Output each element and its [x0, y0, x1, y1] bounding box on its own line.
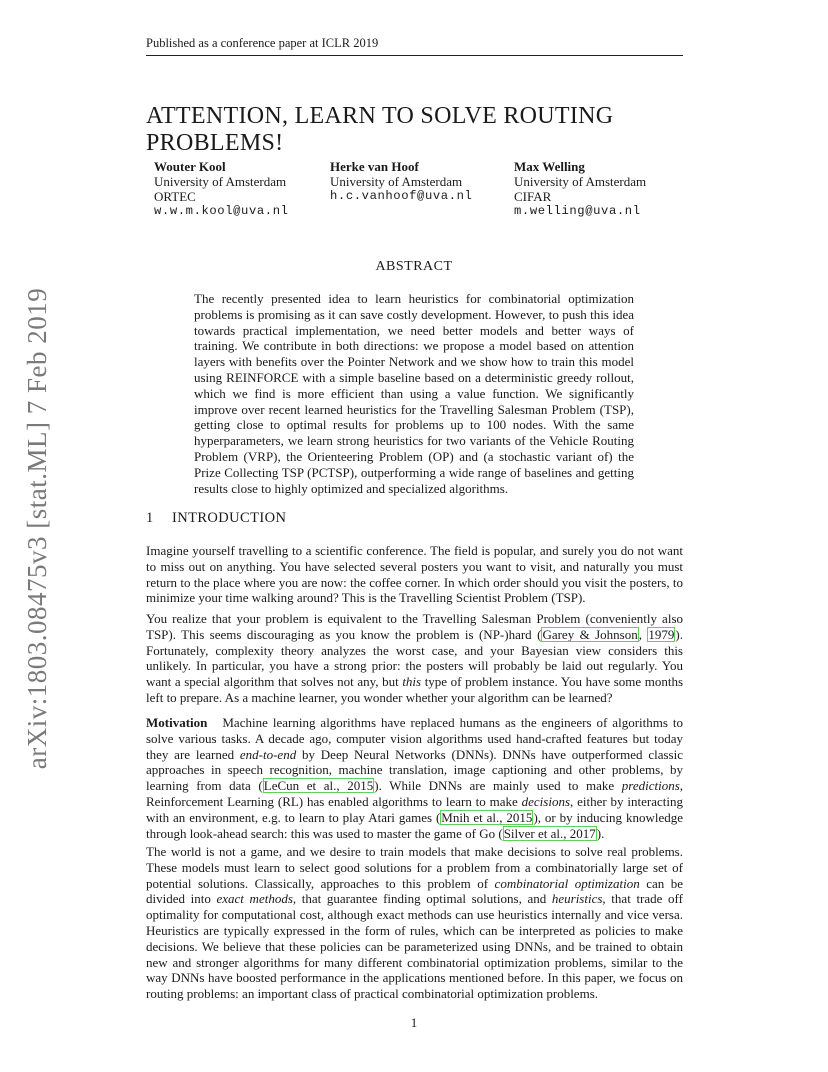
abstract-body: The recently presented idea to learn heuristics for combinatorial optimization problems is promising as it can save costly development. However, to push this idea towards practical implementation, we need better models and better ways of training. We contribute in both directions: we propose a model based on attention layers with benefits over the Pointer Network and we show how to train this model using REINFORCE with a simple baseline based on a deterministic greedy rollout, which we find is more efficient than using a value function. We significantly improve over recent learned heuristics for the Travelling Salesman Problem (TSP), getting close to optimal results for problems up to 100 nodes. With the same hyperparameters, we learn strong heuristics for two variants of the Vehicle Routing Problem (VRP), the Orienteering Problem (OP) and (a stochastic variant of) the Prize Collecting TSP (PCTSP), outperforming a wide range of baselines and getting results close to highly optimized and specialized algorithms. [194, 291, 634, 496]
paragraph-3 [146, 715, 683, 841]
citation-link[interactable]: LeCun et al., 2015 [263, 778, 374, 794]
running-header: Published as a conference paper at ICLR 2019 [146, 36, 683, 56]
page-number: 1 [410, 1015, 418, 1030]
text-run: ). While DNNs are mainly used to make [374, 778, 622, 794]
author-name: Wouter Kool [154, 159, 226, 174]
text-run: ). [596, 825, 605, 841]
emphasis: combinatorial optimization [494, 875, 640, 891]
arxiv-identifier [18, 288, 58, 768]
author-block-1 [154, 159, 289, 219]
text-run: Machine learning algorithms have replaced humans as the engineers of algorithms to solve various tasks. A decade ago, computer vision algorithms used hand-crafted features but today they are learned [146, 715, 684, 762]
abstract-heading: ABSTRACT [375, 259, 453, 274]
text-run: , that trade off optimality for computational cost, although exact methods can use heuristics internally and vice versa. Heuristics are typically expressed in the form of rules, which can be interpreted as policies to make decisions. We believe that these policies can be parameterized using DNNs, and be trained to obtain new and stronger algorithms for many different combinatorial optimization problems, similar to the way DNNs have boosted performance in the applications mentioned before. In this paper, we focus on routing problems: an important class of practical combinatorial optimization problems. [146, 891, 683, 1002]
emphasis: decisions [521, 793, 571, 809]
run-in-heading: Motivation [146, 715, 208, 730]
text-run: The world is not a game, and we desire to train models that make decisions to solve real problems. These models must learn to select good solutions for a problem from a combinatorially large set of potential solutions. Classically, approaches to this problem of [146, 844, 683, 891]
author-block-2 [330, 159, 472, 204]
author-email[interactable]: m.welling@uva.nl [514, 204, 641, 218]
emphasis: predictions [621, 778, 680, 794]
arxiv-identifier-text: arXiv:1803.08475v3 [stat.ML] 7 Feb 2019 [22, 287, 53, 769]
author-affiliation: University of Amsterdam [514, 174, 647, 189]
citation-link[interactable]: Garey & Johnson [542, 626, 638, 642]
text-run: , Reinforcement Learning (RL) has enabled algorithms to learn to make [146, 778, 684, 809]
citation-link[interactable]: Silver et al., 2017 [503, 825, 596, 841]
author-affiliation: University of Amsterdam [330, 174, 463, 189]
author-affiliation: University of Amsterdam [154, 174, 287, 189]
paragraph-1: Imagine yourself travelling to a scientific conference. The field is popular, and surely you do not want to miss out on anything. You have selected several posters you want to visit, and naturally you must return to the place where you are now: the coffee corner. In which order should you visit the posters, to minimize your time walking around? This is the Travelling Scientist Problem (TSP). [146, 543, 683, 606]
author-affiliation: CIFAR [514, 189, 552, 204]
paper-title: ATTENTION, LEARN TO SOLVE ROUTING PROBLEMS! [146, 103, 614, 156]
author-name: Herke van Hoof [330, 159, 419, 174]
emphasis: end-to-end [239, 746, 297, 762]
author-name: Max Welling [514, 159, 585, 174]
citation-link[interactable]: Mnih et al., 2015 [441, 809, 533, 825]
text-run: You realize that your problem is equivalent to the Travelling Salesman Problem (conveniently also TSP). This seems discouraging as you know the problem is (NP-)hard ( [146, 611, 683, 642]
section-title: INTRODUCTION [172, 510, 287, 526]
text-run: , [638, 626, 648, 642]
author-affiliation: ORTEC [154, 189, 196, 204]
text-run: ), or by inducing knowledge through look-ahead search: this was used to master the game of Go ( [146, 809, 683, 841]
text-run: ). Fortunately, complexity theory analyzes the worst case, and your Bayesian view considers this unlikely. In particular, you have a strong prior: the posters will probably be laid out regularly. You want a special algorithm that solves not any, but [146, 626, 684, 690]
emphasis: exact methods [216, 891, 293, 907]
text-run: , either by interacting with an environment, e.g. to learn to play Atari games ( [146, 793, 683, 825]
section-heading [146, 510, 286, 527]
text-run: , that guarantee finding optimal solutions, and [292, 891, 552, 907]
emphasis: this [402, 674, 422, 690]
paragraph-2 [146, 611, 683, 706]
text-run: can be divided into [146, 875, 684, 907]
emphasis: heuristics [551, 891, 603, 907]
citation-link[interactable]: 1979 [648, 626, 675, 642]
text-run: type of problem instance. You have some months left to prepare. As a machine learner, you wonder whether your algorithm can be learned? [146, 674, 684, 705]
text-run: by Deep Neural Networks (DNNs). DNNs have outperformed classic approaches in speech recognition, machine translation, image captioning and other problems, by learning from data ( [146, 746, 683, 794]
paragraph-4 [146, 844, 683, 1002]
author-email[interactable]: h.c.vanhoof@uva.nl [330, 189, 473, 203]
author-email[interactable]: w.w.m.kool@uva.nl [154, 204, 289, 218]
section-number: 1 [146, 510, 154, 526]
author-block-3 [514, 159, 646, 219]
